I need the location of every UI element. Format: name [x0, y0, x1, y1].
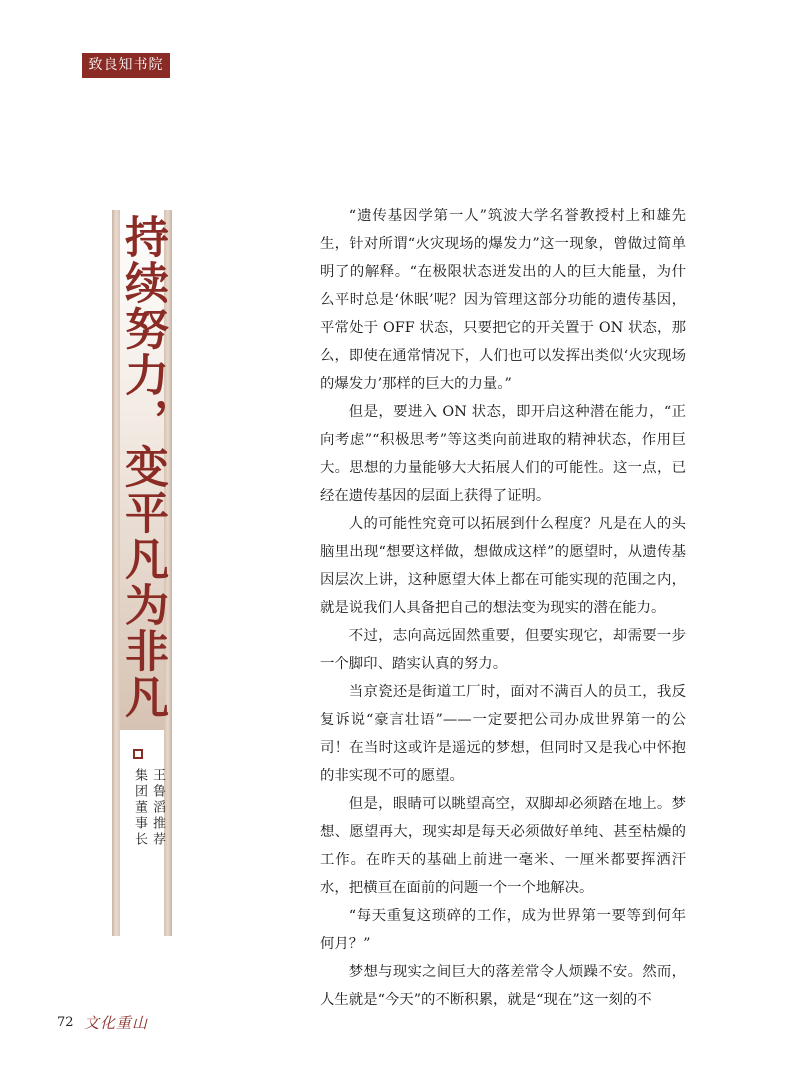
paragraph: 不过，志向高远固然重要，但要实现它，却需要一步一个脚印、踏实认真的努力。: [320, 628, 686, 672]
page-number: 72: [57, 1015, 74, 1030]
byline-role: 集团董事长: [132, 768, 147, 848]
byline-name: 王鲁滔推荐: [150, 768, 165, 848]
paragraph: 但是，要进入 ON 状态，即开启这种潜在能力，“正向考虑”“积极思考”等这类向前进取的精神状态，作用巨大。思想的力量能够大大拓展人们的可能性。这一点，已经在遗传基因的层面上获得了证明。: [320, 404, 686, 504]
paragraph: 但是，眼睛可以眺望高空，双脚却必须踏在地上。梦想、愿望再大，现实却是每天必须做好单纯、甚至枯燥的工作。在昨天的基础上前进一毫米、一厘米都要挥洒汗水，把横亘在面前的问题一个一个地解决。: [320, 796, 686, 896]
paragraph: 人的可能性究竟可以拓展到什么程度？凡是在人的头脑里出现“想要这样做，想做成这样”的愿望时，从遗传基因层次上讲，这种愿望大体上都在可能实现的范围之内，就是说我们人具备把自己的想法变为现实的潜在能力。: [320, 516, 686, 616]
paragraph: “遗传基因学第一人”筑波大学名誉教授村上和雄先生，针对所谓“火灾现场的爆发力”这一现象，曾做过简单明了的解释。“在极限状态迸发出的人的巨大能量，为什么平时总是‘休眠’呢？因为管理这部分功能的遗传基因，平常处于 OFF 状态，只要把它的开关置于 ON 状态，那么，即使在通常情况下，人们也可以发挥出类似‘火灾现场的爆发力’那样的巨大的力量。”: [320, 208, 686, 392]
paragraph: “每天重复这琐碎的工作，成为世界第一要等到何年何月？”: [320, 908, 686, 952]
paragraph: 梦想与现实之间巨大的落差常令人烦躁不安。然而，人生就是“今天”的不断积累，就是“现在”这一刻的不: [320, 964, 686, 1008]
paragraph: 当京瓷还是街道工厂时，面对不满百人的员工，我反复诉说“豪言壮语”——一定要把公司办成世界第一的公司！在当时这或许是遥远的梦想，但同时又是我心中怀抱的非实现不可的愿望。: [320, 684, 686, 784]
byline-square-icon: [133, 749, 143, 759]
article-title: 持续努力，变平凡为非凡: [117, 214, 168, 720]
section-tag: 致良知书院: [82, 53, 170, 78]
article-body: [320, 202, 686, 1014]
magazine-logo: 文化重山: [84, 1014, 149, 1032]
